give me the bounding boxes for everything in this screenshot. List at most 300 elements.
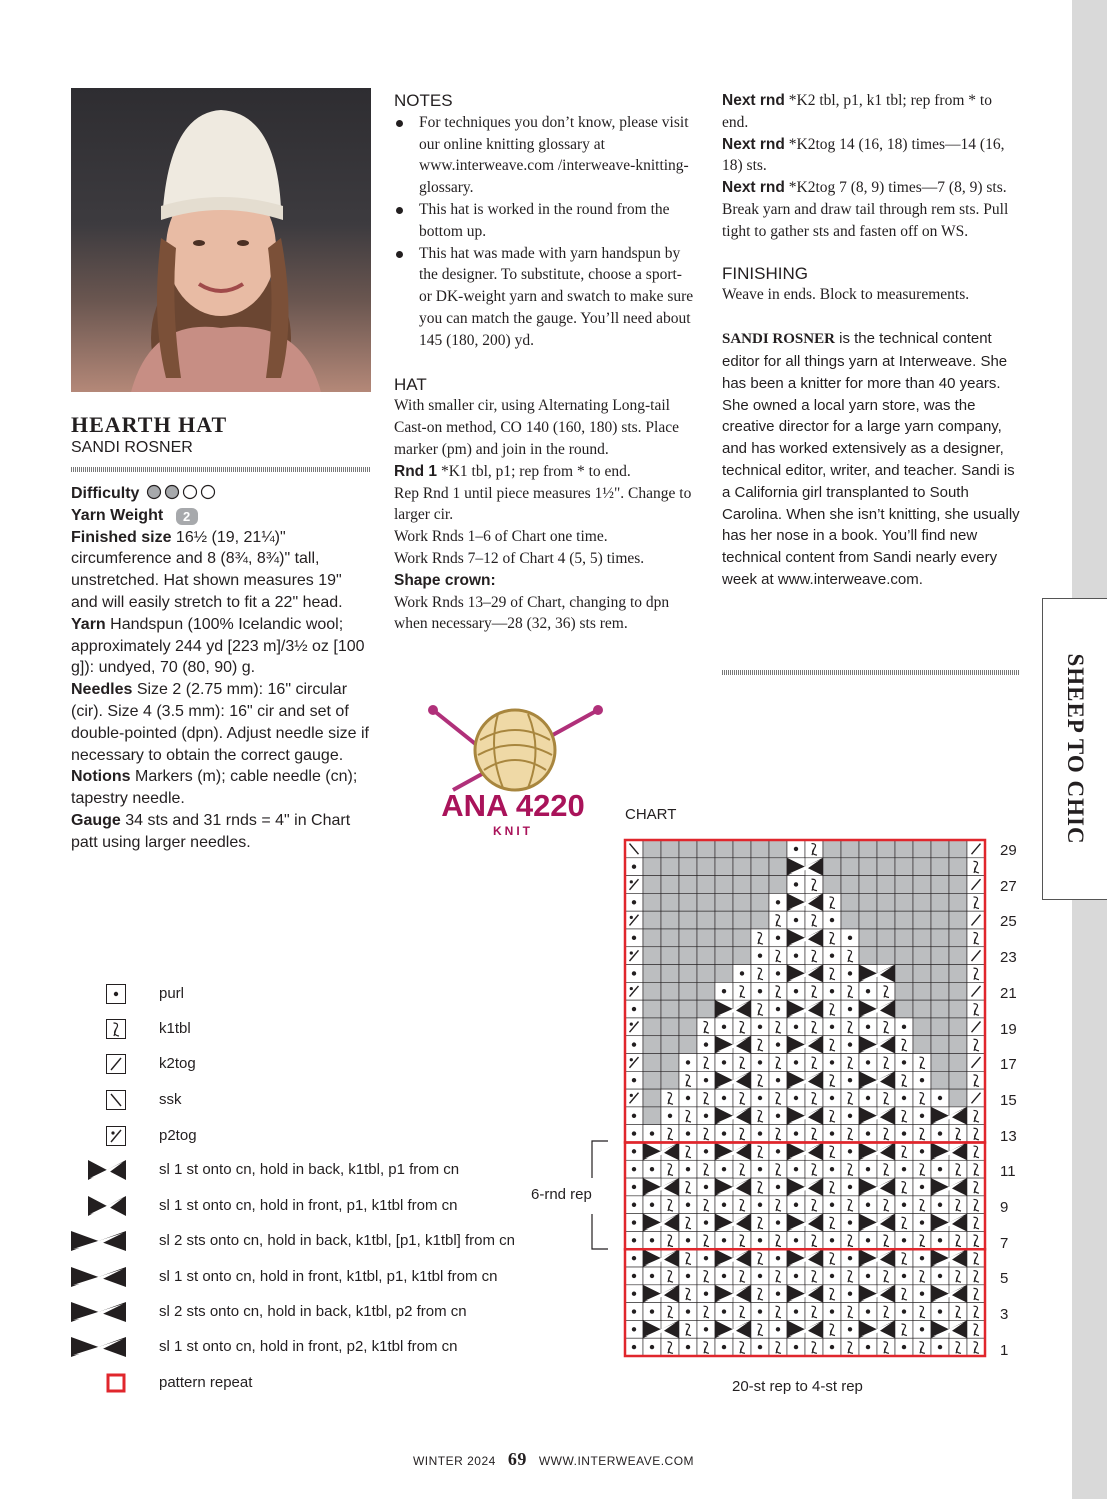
chart-cell	[967, 1160, 985, 1178]
chart-cell	[931, 840, 949, 858]
difficulty-circles-icon	[146, 484, 222, 500]
chart-cell	[859, 1338, 877, 1356]
chart-cell	[661, 1089, 679, 1107]
chart-cell	[859, 1125, 877, 1143]
chart-cell	[625, 893, 643, 911]
chart-cell	[697, 911, 715, 929]
chart-cell	[679, 965, 697, 983]
yarn-weight-row	[71, 505, 371, 527]
chart-cell	[931, 1249, 967, 1267]
chart-cell	[841, 947, 859, 965]
chart-cell	[805, 1196, 823, 1214]
chart-cell	[679, 1178, 697, 1196]
chart-cell	[841, 929, 859, 947]
chart-cell	[643, 911, 661, 929]
chart-cell	[661, 965, 679, 983]
chart-cell	[859, 965, 895, 983]
chart-cell	[715, 1071, 751, 1089]
chart-cell	[823, 982, 841, 1000]
row-number: 27	[1000, 877, 1017, 895]
chart-cell	[787, 929, 823, 947]
ssk-symbol-icon	[106, 1090, 126, 1110]
chart-cell	[931, 1178, 967, 1196]
chart-cell	[895, 965, 913, 983]
chart-cell	[913, 840, 931, 858]
chart-title: CHART	[625, 806, 677, 823]
chart-cell	[697, 965, 715, 983]
chart-cell	[895, 1285, 913, 1303]
chart-cell	[895, 1196, 913, 1214]
chart-cell	[715, 1000, 751, 1018]
chart-cell	[661, 1267, 679, 1285]
chart-cell	[661, 858, 679, 876]
chart-cell	[787, 911, 805, 929]
chart-cell	[697, 1320, 715, 1338]
chart-cell	[697, 876, 715, 894]
chart-cell	[859, 911, 877, 929]
chart-cell	[715, 1267, 733, 1285]
chart-cell	[859, 1231, 877, 1249]
chart-cell	[931, 876, 949, 894]
chart-cell	[949, 1071, 967, 1089]
chart-cell	[859, 1000, 895, 1018]
chart-cell	[643, 1214, 679, 1232]
note-item: This hat is worked in the round from the bottom up.	[394, 199, 694, 243]
chart-cell	[931, 893, 949, 911]
chart-cell	[661, 1107, 679, 1125]
chart-cell	[913, 858, 931, 876]
chart-cell	[895, 929, 913, 947]
chart-cell	[931, 911, 949, 929]
chart-cell	[949, 1267, 967, 1285]
chart-cell	[895, 1142, 913, 1160]
chart-cell	[787, 965, 823, 983]
chart-cell	[679, 1089, 697, 1107]
chart-cell	[787, 1071, 823, 1089]
chart-cell	[697, 1054, 715, 1072]
chart-cell	[841, 965, 859, 983]
chart-cell	[931, 965, 949, 983]
chart-cell	[751, 1054, 769, 1072]
chart-cell	[895, 1338, 913, 1356]
chart-cell	[697, 1303, 715, 1321]
chart-cell	[787, 893, 823, 911]
note-item: For techniques you don’t know, please visit our online knitting glossary at www.interweave.com /interweave-knitting-glossary.	[394, 112, 694, 199]
chart-cell	[841, 1160, 859, 1178]
next-rnd-1: Next rnd *K2 tbl, p1, k1 tbl; rep from * to end.	[722, 92, 992, 131]
chart-cell	[679, 1054, 697, 1072]
notions-spec: Notions Markers (m); cable needle (cn); tapestry needle.	[71, 768, 358, 808]
chart-cell	[823, 1338, 841, 1356]
legend-label: sl 2 sts onto cn, hold in back, k1tbl, p2 from cn	[159, 1303, 467, 1320]
chart-cell	[625, 1178, 643, 1196]
chart-cell	[913, 893, 931, 911]
legend-label: k2tog	[159, 1055, 196, 1072]
chart-cell	[697, 1267, 715, 1285]
chart-cell	[625, 1267, 643, 1285]
chart-cell	[931, 1267, 949, 1285]
chart-cell	[859, 1303, 877, 1321]
chart-cell	[877, 1303, 895, 1321]
chart-cell	[643, 1320, 679, 1338]
chart-cell	[823, 1196, 841, 1214]
chart-cell	[733, 911, 751, 929]
chart-cell	[823, 1303, 841, 1321]
chart-cell	[625, 1214, 643, 1232]
chart-cell	[823, 1142, 841, 1160]
chart-cell	[841, 893, 859, 911]
chart-cell	[895, 1267, 913, 1285]
chart-cell	[625, 1125, 643, 1143]
legend-label: sl 1 st onto cn, hold in front, p1, k1tbl from cn	[159, 1197, 458, 1214]
chart-cell	[679, 1267, 697, 1285]
chart-cell	[913, 965, 931, 983]
chart-cell	[643, 1089, 661, 1107]
chart-cell	[751, 1320, 769, 1338]
chart-cell	[913, 1178, 931, 1196]
finishing-text: Weave in ends. Block to measurements.	[722, 286, 970, 304]
legend-item	[0, 1160, 560, 1190]
chart-cell	[949, 1036, 967, 1054]
chart-cell	[643, 1036, 661, 1054]
chart-cell	[967, 1196, 985, 1214]
p2tog-symbol-icon	[106, 1126, 126, 1146]
chart-cell	[715, 1285, 751, 1303]
chart-cell	[733, 1303, 751, 1321]
notes-list	[394, 112, 694, 352]
break-yarn: Break yarn and draw tail through rem sts. Pull tight to gather sts and fasten off on WS.	[722, 200, 1009, 240]
pattern-title: HEARTH HAT	[71, 412, 228, 437]
chart-cell	[625, 1071, 643, 1089]
chart-cell	[805, 982, 823, 1000]
row-number: 13	[1000, 1127, 1017, 1145]
chart-cell	[643, 1160, 661, 1178]
chart-cell	[643, 965, 661, 983]
chart-cell	[931, 1018, 949, 1036]
chart-cell	[877, 1018, 895, 1036]
chart-cell	[823, 1267, 841, 1285]
cable4-symbol-icon	[71, 1267, 126, 1287]
chart-cell	[661, 840, 679, 858]
next-rnd-3: Next rnd *K2tog 7 (8, 9) times—7 (8, 9) sts.	[722, 179, 1007, 197]
chart-cell	[895, 982, 913, 1000]
chart-cell	[895, 840, 913, 858]
chart-cell	[841, 1196, 859, 1214]
chart-cell	[715, 1054, 733, 1072]
chart-cell	[805, 1338, 823, 1356]
chart-cell	[715, 1142, 751, 1160]
chart-cell	[769, 1338, 787, 1356]
chart-cell	[859, 1214, 895, 1232]
chart-cell	[805, 911, 823, 929]
chart-cell	[643, 1178, 679, 1196]
chart-cell	[967, 1320, 985, 1338]
row-number: 25	[1000, 913, 1017, 931]
chart-cell	[643, 1338, 661, 1356]
chart-cell	[679, 876, 697, 894]
chart-cell	[859, 876, 877, 894]
chart-cell	[643, 876, 661, 894]
footer-site: WWW.INTERWEAVE.COM	[538, 1454, 695, 1468]
chart-cell	[715, 840, 733, 858]
chart-cell	[823, 876, 841, 894]
chart-cell	[805, 1303, 823, 1321]
chart-cell	[967, 858, 985, 876]
chart-cell	[625, 1303, 643, 1321]
chart-cell	[787, 1320, 823, 1338]
chart-cell	[733, 1089, 751, 1107]
chart-cell	[787, 1267, 805, 1285]
chart-cell	[625, 1018, 643, 1036]
section-tab	[1042, 598, 1107, 900]
chart-cell	[931, 947, 949, 965]
chart-cell	[715, 1178, 751, 1196]
chart-cell	[841, 1036, 859, 1054]
chart-cell	[913, 911, 931, 929]
chart-cell	[895, 911, 913, 929]
chart-cell	[787, 1303, 805, 1321]
note-item: This hat was made with yarn handspun by the designer. To substitute, choose a sport- or DK-weight yarn and swatch to make sure you can match the gauge. You’ll need about 145 (180, 200) yd.	[394, 243, 694, 352]
chart-cell	[859, 1320, 895, 1338]
chart-cell	[715, 1303, 733, 1321]
chart-cell	[769, 1018, 787, 1036]
chart-cell	[841, 1125, 859, 1143]
chart-cell	[661, 929, 679, 947]
chart-cell	[625, 1000, 643, 1018]
chart-cell	[895, 1178, 913, 1196]
chart-cell	[643, 840, 661, 858]
chart-cell	[931, 1338, 949, 1356]
chart-cell	[679, 1071, 697, 1089]
chart-cell	[751, 1142, 769, 1160]
chart-cell	[841, 982, 859, 1000]
chart-cell	[751, 1036, 769, 1054]
chart-cell	[697, 893, 715, 911]
chart-cell	[841, 1142, 859, 1160]
chart-cell	[751, 1338, 769, 1356]
chart-cell	[697, 1071, 715, 1089]
chart-cell	[931, 1125, 949, 1143]
chart-cell	[697, 1249, 715, 1267]
chart-cell	[895, 947, 913, 965]
chart-cell	[895, 893, 913, 911]
chart-cell	[733, 1054, 751, 1072]
chart-cell	[931, 1000, 949, 1018]
chart-cell	[697, 1107, 715, 1125]
chart-cell	[661, 1000, 679, 1018]
difficulty-row	[71, 483, 371, 505]
chart-cell	[643, 1107, 661, 1125]
chart-cell	[913, 929, 931, 947]
chart-cell	[769, 876, 787, 894]
chart-cell	[931, 1231, 949, 1249]
chart-cell	[913, 1089, 931, 1107]
chart-cell	[715, 1125, 733, 1143]
chart-cell	[859, 1285, 895, 1303]
chart-cell	[823, 893, 841, 911]
chart-cell	[679, 1231, 697, 1249]
chart-cell	[805, 1018, 823, 1036]
chart-cell	[949, 929, 967, 947]
chart-cell	[751, 1107, 769, 1125]
legend-label: pattern repeat	[159, 1374, 253, 1391]
chart-cell	[697, 1338, 715, 1356]
chart-cell	[895, 1054, 913, 1072]
chart-cell	[625, 911, 643, 929]
legend-label: p2tog	[159, 1127, 197, 1144]
chart-cell	[841, 1054, 859, 1072]
chart-cell	[643, 893, 661, 911]
chart-cell	[661, 1125, 679, 1143]
chart-cell	[877, 947, 895, 965]
chart-cell	[913, 982, 931, 1000]
chart-cell	[643, 1018, 661, 1036]
chart-cell	[913, 1231, 931, 1249]
chart-cell	[949, 965, 967, 983]
legend-label: k1tbl	[159, 1020, 191, 1037]
page-number: 69	[507, 1449, 527, 1469]
row-number: 3	[1000, 1306, 1009, 1324]
chart-cell	[877, 1338, 895, 1356]
chart-cell	[859, 1267, 877, 1285]
chart-cell	[661, 911, 679, 929]
hat-step: Work Rnds 7–12 of Chart 4 (5, 5) times.	[394, 549, 645, 567]
chart-cell	[913, 1214, 931, 1232]
chart-cell	[751, 1267, 769, 1285]
chart-cell	[949, 982, 967, 1000]
chart-cell	[859, 1178, 895, 1196]
chart-cell	[751, 1000, 769, 1018]
chart-cell	[769, 893, 787, 911]
chart-cell	[913, 876, 931, 894]
chart-cell	[805, 1160, 823, 1178]
chart-cell	[787, 1142, 823, 1160]
chart-cell	[751, 947, 769, 965]
chart-cell	[661, 876, 679, 894]
chart-cell	[661, 1303, 679, 1321]
chart-cell	[733, 858, 751, 876]
chart-cell	[715, 1231, 733, 1249]
chart-cell	[733, 1338, 751, 1356]
chart-cell	[751, 1214, 769, 1232]
legend-item	[0, 984, 560, 1014]
chart-cell	[679, 840, 697, 858]
chart-cell	[823, 858, 841, 876]
chart-cell	[751, 1231, 769, 1249]
chart-cell	[751, 1089, 769, 1107]
chart-cell	[751, 929, 769, 947]
chart-cell	[859, 929, 877, 947]
row-number: 23	[1000, 949, 1017, 967]
chart-cell	[643, 1267, 661, 1285]
chart-cell	[715, 947, 733, 965]
chart-cell	[697, 947, 715, 965]
notes-column	[394, 90, 694, 635]
legend-item	[0, 1337, 560, 1367]
chart-cell	[913, 1320, 931, 1338]
chart-cell	[679, 982, 697, 1000]
chart-cell	[823, 1107, 841, 1125]
chart-cell	[895, 858, 913, 876]
chart-cell	[643, 947, 661, 965]
chart-cell	[841, 876, 859, 894]
chart-cell	[697, 1125, 715, 1143]
chart-cell	[697, 1196, 715, 1214]
chart-cell	[913, 1071, 931, 1089]
chart-cell	[949, 1303, 967, 1321]
chart-cell	[787, 1231, 805, 1249]
chart-cell	[967, 947, 985, 965]
chart-cell	[967, 1303, 985, 1321]
chart-cell	[895, 1036, 913, 1054]
finished-size: Finished size 16½ (19, 21¼)" circumference and 8 (8¾, 8¾)" tall, unstretched. Hat shown measures 19" and will easily stretch to fit a 22" head.	[71, 528, 343, 611]
chart-cell	[949, 1160, 967, 1178]
row-number: 7	[1000, 1234, 1009, 1252]
chart-cell	[859, 1196, 877, 1214]
chart-cell	[679, 1249, 697, 1267]
row-number: 21	[1000, 984, 1017, 1002]
chart-cell	[625, 1107, 643, 1125]
chart-cell	[661, 947, 679, 965]
chart-cell	[751, 1285, 769, 1303]
chart-cell	[967, 893, 985, 911]
legend-label: ssk	[159, 1091, 182, 1108]
chart-cell	[967, 929, 985, 947]
chart-cell	[895, 1018, 913, 1036]
chart-cell	[679, 1160, 697, 1178]
chart-cell	[751, 1125, 769, 1143]
chart-cell	[877, 1054, 895, 1072]
chart-cell	[787, 1107, 823, 1125]
chart-cell	[859, 893, 877, 911]
chart-cell	[769, 1160, 787, 1178]
cable2-symbol-icon	[88, 1196, 126, 1216]
chart-cell	[841, 1018, 859, 1036]
chart-cell	[877, 876, 895, 894]
chart-cell	[823, 911, 841, 929]
chart-cell	[805, 1231, 823, 1249]
chart-cell	[643, 982, 661, 1000]
chart-cell	[769, 1214, 787, 1232]
chart-cell	[949, 1231, 967, 1249]
chart-cell	[715, 965, 733, 983]
chart-cell	[823, 1160, 841, 1178]
divider	[722, 670, 1020, 675]
chart-cell	[949, 947, 967, 965]
yarn-ball-icon	[418, 700, 608, 795]
chart-cell	[895, 1089, 913, 1107]
chart-cell	[859, 1160, 877, 1178]
chart-cell	[823, 1000, 841, 1018]
chart-cell	[859, 1036, 895, 1054]
chart-cell	[823, 1285, 841, 1303]
chart-cell	[679, 1018, 697, 1036]
chart-cell	[787, 1089, 805, 1107]
chart-cell	[787, 1249, 823, 1267]
row-number: 9	[1000, 1199, 1009, 1216]
chart-cell	[679, 911, 697, 929]
chart-cell	[715, 929, 733, 947]
chart-cell	[913, 1267, 931, 1285]
k2tog-symbol-icon	[106, 1054, 126, 1074]
chart-cell	[661, 1160, 679, 1178]
chart-cell	[823, 1178, 841, 1196]
chart-cell	[823, 1214, 841, 1232]
chart-cell	[931, 1196, 949, 1214]
chart-cell	[769, 840, 787, 858]
chart-cell	[751, 1071, 769, 1089]
chart-cell	[895, 1107, 913, 1125]
